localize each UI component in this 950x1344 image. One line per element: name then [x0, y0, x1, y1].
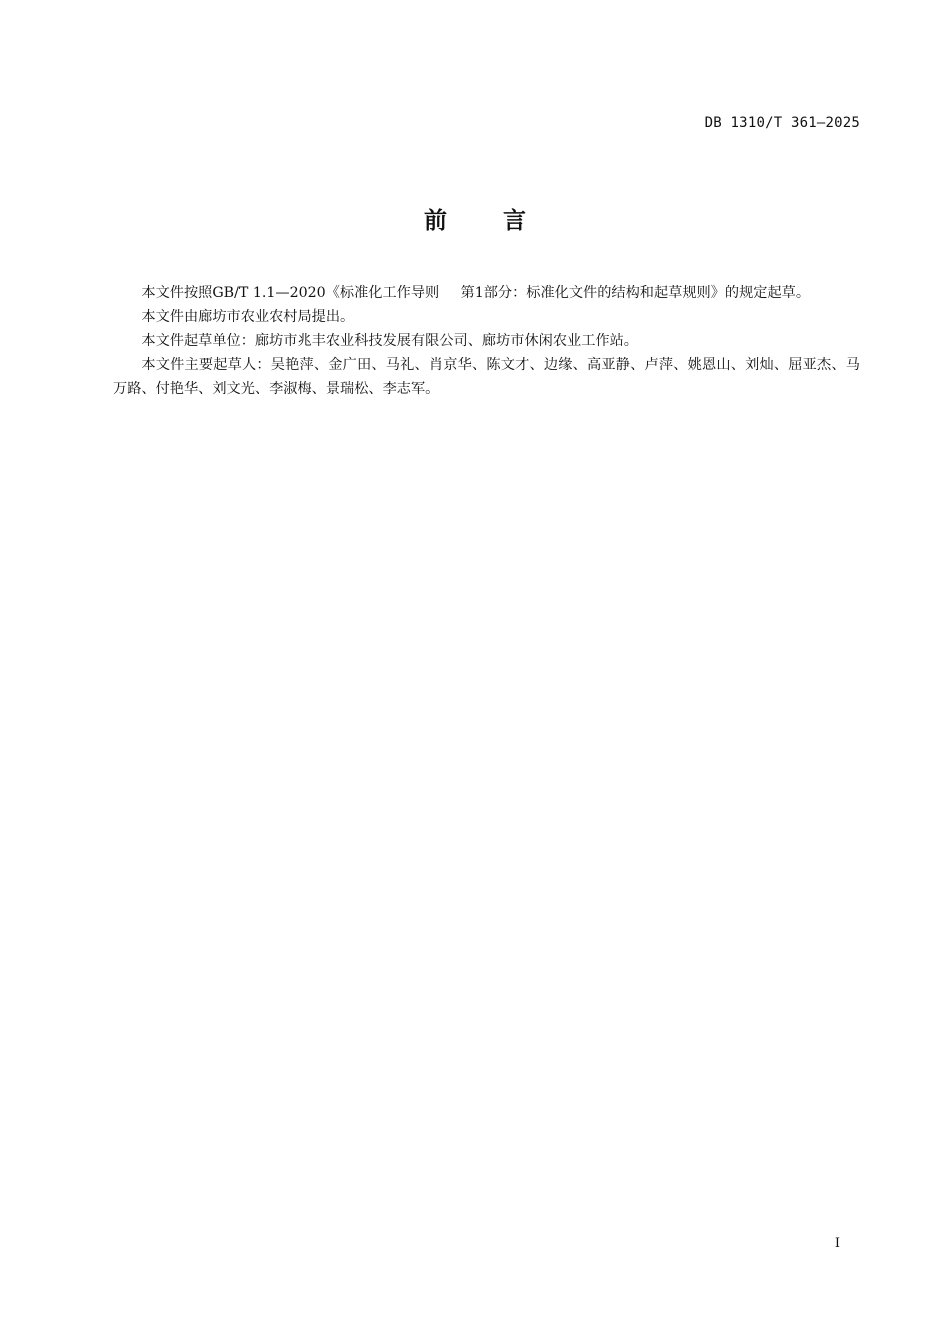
- page-title: 前言: [424, 208, 582, 234]
- paragraph-proposer: 本文件由廊坊市农业农村局提出。: [141, 309, 355, 325]
- paragraph-drafting-rules-part2: 第1部分：标准化文件的结构和起草规则》的规定起草。: [460, 285, 811, 301]
- paragraph-drafters: 本文件主要起草人：吴艳萍、金广田、马礼、肖京华、陈文才、边缘、高亚静、卢萍、姚恩山、刘灿、屈亚杰、马万路、付艳华、刘文光、李淑梅、景瑞松、李志军。: [113, 357, 860, 397]
- paragraph-drafting-rules: [113, 281, 860, 305]
- paragraph-drafting-units: 本文件起草单位：廊坊市兆丰农业科技发展有限公司、廊坊市休闲农业工作站。: [141, 333, 638, 349]
- page-number: I: [834, 1236, 840, 1251]
- foreword-body: [113, 281, 860, 401]
- document-code: DB 1310/T 361—2025: [704, 115, 860, 131]
- paragraph-drafting-rules-part1: 本文件按照GB/T 1.1—2020《标准化工作导则: [141, 285, 440, 301]
